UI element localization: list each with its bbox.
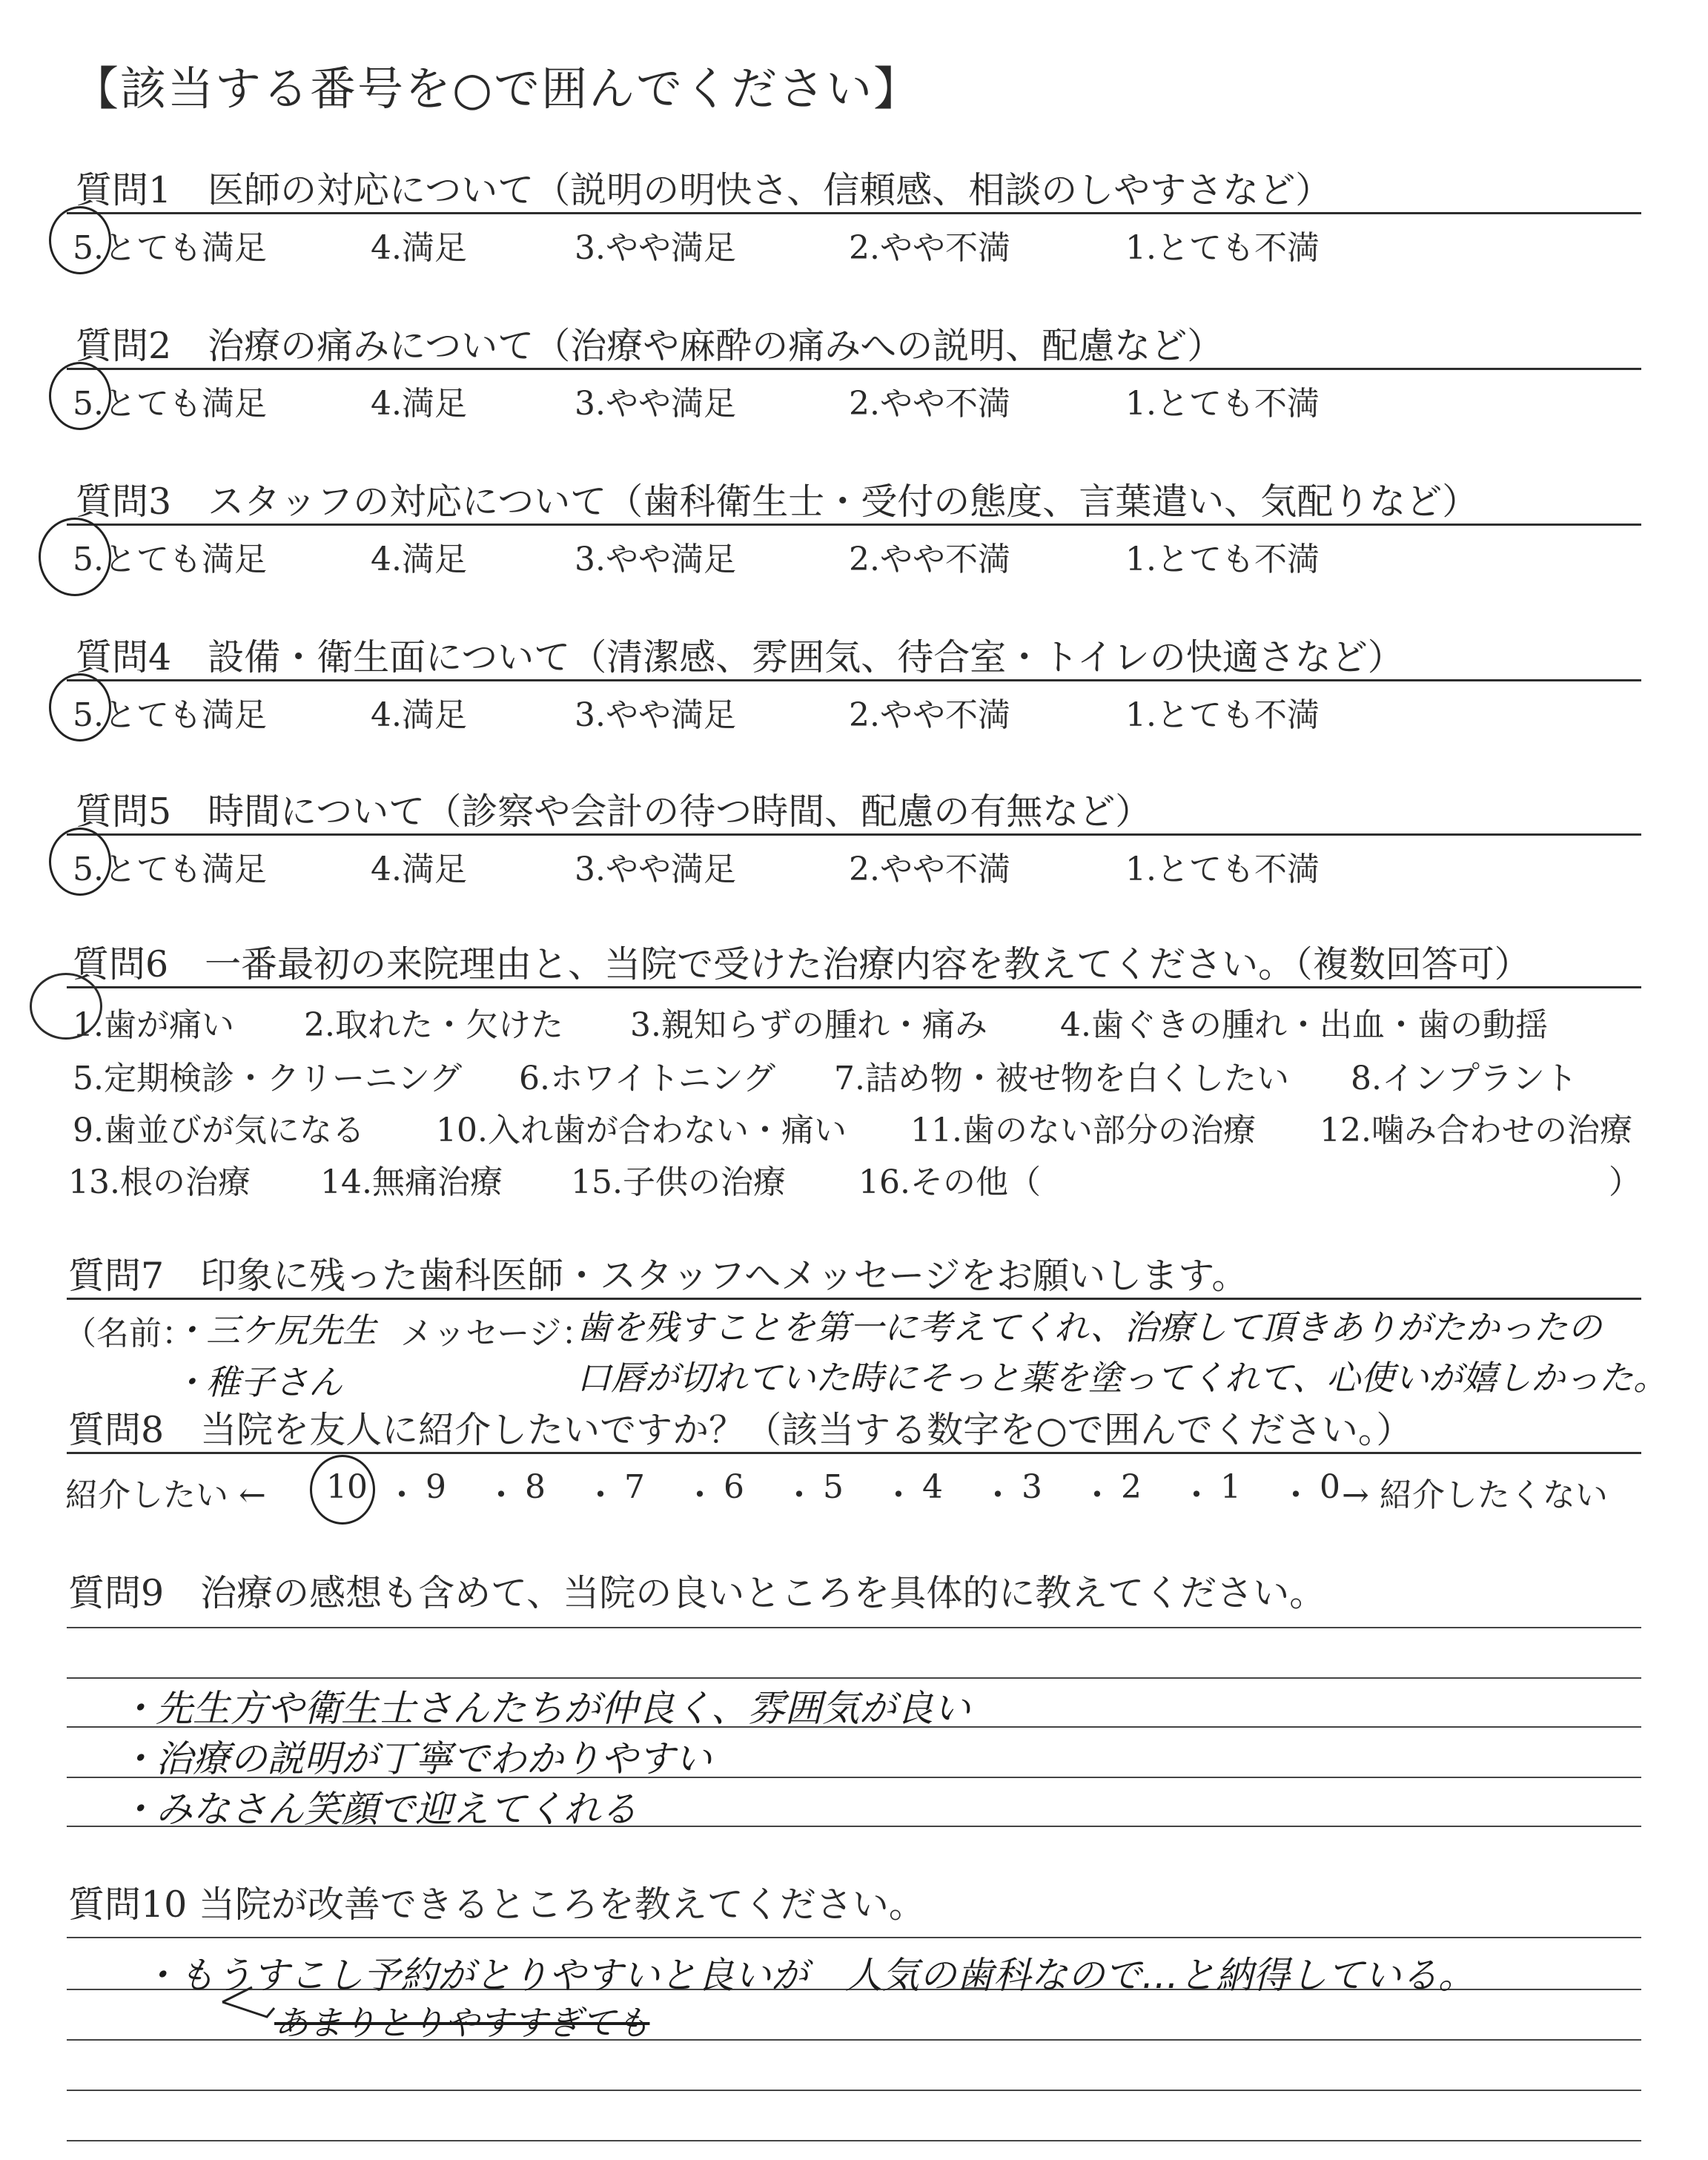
q4-option-2[interactable]: 2.やや不満 — [849, 696, 1010, 734]
q8-scale-7[interactable]: 7 — [624, 1468, 645, 1506]
q8-scale-separator: ・ — [683, 1476, 716, 1514]
q5-option-1[interactable]: 1.とても不満 — [1125, 851, 1320, 888]
q8-scale-separator: ・ — [1081, 1476, 1113, 1514]
q6-option-11[interactable]: 11.歯のない部分の治療 — [910, 1112, 1256, 1149]
q8-scale-separator: ・ — [385, 1476, 418, 1514]
q4-option-1[interactable]: 1.とても不満 — [1125, 696, 1320, 734]
q2-label: 質問2 治療の痛みについて（治療や麻酔の痛みへの説明、配慮など） — [76, 325, 1224, 367]
q1-option-5[interactable]: 5.とても満足 — [73, 229, 267, 267]
q5-option-2[interactable]: 2.やや不満 — [849, 851, 1010, 888]
q6-option-close-paren: ） — [1609, 1163, 1641, 1201]
q9-answer-3: ・みなさん笑顔で迎えてくれる — [119, 1788, 638, 1831]
q7-name-label: （名前： — [64, 1315, 194, 1353]
q1-label: 質問1 医師の対応について（説明の明快さ、信頼感、相談のしやすさなど） — [76, 169, 1332, 211]
q3-option-1[interactable]: 1.とても不満 — [1125, 541, 1320, 578]
q6-option-10[interactable]: 10.入れ歯が合わない・痛い — [436, 1112, 847, 1149]
q6-option-15[interactable]: 15.子供の治療 — [571, 1163, 786, 1201]
q6-option-3[interactable]: 3.親知らずの腫れ・痛み — [630, 1006, 987, 1044]
q1-option-3[interactable]: 3.やや満足 — [575, 229, 736, 267]
q6-option-5[interactable]: 5.定期検診・クリーニング — [73, 1060, 463, 1097]
q6-option-14[interactable]: 14.無痛治療 — [320, 1163, 503, 1201]
q10-answer-1: ・もうすこし予約がとりやすいと良いが 人気の歯科なので…と納得している。 — [141, 1954, 1475, 1997]
q6-option-9[interactable]: 9.歯並びが気になる — [73, 1112, 365, 1149]
q8-scale-separator: ・ — [485, 1476, 517, 1514]
q3-option-3[interactable]: 3.やや満足 — [575, 541, 736, 578]
q8-scale-5[interactable]: 5 — [823, 1468, 844, 1506]
q5-label: 質問5 時間について（診察や会計の待つ時間、配慮の有無など） — [76, 790, 1152, 833]
q2-option-4[interactable]: 4.満足 — [371, 385, 467, 423]
page-title: 【該当する番号を○で囲んでください】 — [73, 62, 921, 116]
q3-option-4[interactable]: 4.満足 — [371, 541, 467, 578]
q7-name-1: ・三ケ尻先生 — [172, 1310, 377, 1350]
q1-option-2[interactable]: 2.やや不満 — [849, 229, 1010, 267]
q8-scale-6[interactable]: 6 — [724, 1468, 744, 1506]
q9-answer-2: ・治療の説明が丁寧でわかりやすい — [119, 1737, 712, 1780]
q2-option-3[interactable]: 3.やや満足 — [575, 385, 736, 423]
q2-option-1[interactable]: 1.とても不満 — [1125, 385, 1320, 423]
q7-message-label: メッセージ： — [400, 1315, 595, 1353]
q8-left-label: 紹介したい ← — [65, 1476, 266, 1514]
q1-option-1[interactable]: 1.とても不満 — [1125, 229, 1320, 267]
q7-message-2: 口唇が切れていた時にそっと薬を塗ってくれて、心使いが嬉しかった。 — [577, 1358, 1668, 1398]
q3-option-2[interactable]: 2.やや不満 — [849, 541, 1010, 578]
q1-option-4[interactable]: 4.満足 — [371, 229, 467, 267]
q10-struck-text: あまりとりやすすぎても — [274, 2003, 650, 2043]
q6-option-1[interactable]: 1.歯が痛い — [73, 1006, 234, 1044]
q4-option-5[interactable]: 5.とても満足 — [73, 696, 267, 734]
q8-scale-1[interactable]: 1 — [1220, 1468, 1241, 1506]
q7-message-1: 歯を残すことを第一に考えてくれ、治療して頂きありがたかったの — [577, 1307, 1602, 1347]
q8-scale-separator: ・ — [882, 1476, 915, 1514]
q6-option-2[interactable]: 2.取れた・欠けた — [304, 1006, 563, 1044]
q6-option-12[interactable]: 12.噛み合わせの治療 — [1320, 1112, 1632, 1149]
q4-option-4[interactable]: 4.満足 — [371, 696, 467, 734]
q5-option-5[interactable]: 5.とても満足 — [73, 851, 267, 888]
q9-label: 質問9 治療の感想も含めて、当院の良いところを具体的に教えてください。 — [68, 1572, 1326, 1614]
q6-option-13[interactable]: 13.根の治療 — [68, 1163, 251, 1201]
q8-scale-separator: ・ — [584, 1476, 617, 1514]
q7-name-2: ・稚子さん — [172, 1362, 342, 1402]
q10-label: 質問10 当院が改善できるところを教えてください。 — [68, 1883, 925, 1926]
q8-label: 質問8 当院を友人に紹介したいですか？（該当する数字を○で囲んでください。） — [68, 1409, 1413, 1451]
q8-scale-separator: ・ — [783, 1476, 815, 1514]
q6-option-16[interactable]: 16.その他（ — [858, 1163, 1041, 1201]
q3-label: 質問3 スタッフの対応について（歯科衛生士・受付の態度、言葉遣い、気配りなど） — [76, 480, 1479, 523]
q9-answer-1: ・先生方や衛生士さんたちが仲良く、雰囲気が良い — [119, 1687, 970, 1730]
q8-scale-2[interactable]: 2 — [1121, 1468, 1142, 1506]
q6-option-8[interactable]: 8.インプラント — [1351, 1060, 1578, 1097]
q8-scale-10[interactable]: 10 — [326, 1468, 368, 1506]
q5-option-3[interactable]: 3.やや満足 — [575, 851, 736, 888]
q4-label: 質問4 設備・衛生面について（清潔感、雰囲気、待合室・トイレの快適さなど） — [76, 636, 1404, 678]
q8-scale-3[interactable]: 3 — [1022, 1468, 1042, 1506]
q8-scale-9[interactable]: 9 — [426, 1468, 446, 1506]
q2-option-2[interactable]: 2.やや不満 — [849, 385, 1010, 423]
q6-label: 質問6 一番最初の来院理由と、当院で受けた治療内容を教えてください。（複数回答可） — [73, 943, 1531, 985]
q2-option-5[interactable]: 5.とても満足 — [73, 385, 267, 423]
q8-scale-separator: ・ — [982, 1476, 1014, 1514]
q8-scale-0[interactable]: 0 — [1320, 1468, 1340, 1506]
q8-scale-8[interactable]: 8 — [525, 1468, 546, 1506]
q6-option-4[interactable]: 4.歯ぐきの腫れ・出血・歯の動揺 — [1060, 1006, 1548, 1044]
q8-scale-4[interactable]: 4 — [922, 1468, 943, 1506]
q8-right-label: → 紹介したくない — [1342, 1476, 1608, 1514]
q8-scale-separator: ・ — [1180, 1476, 1213, 1514]
q7-label: 質問7 印象に残った歯科医師・スタッフへメッセージをお願いします。 — [68, 1255, 1248, 1297]
q3-option-5[interactable]: 5.とても満足 — [73, 541, 267, 578]
q6-option-6[interactable]: 6.ホワイトニング — [519, 1060, 776, 1097]
q4-option-3[interactable]: 3.やや満足 — [575, 696, 736, 734]
q8-scale-separator: ・ — [1280, 1476, 1312, 1514]
q6-option-7[interactable]: 7.詰め物・被せ物を白くしたい — [834, 1060, 1289, 1097]
q5-option-4[interactable]: 4.満足 — [371, 851, 467, 888]
